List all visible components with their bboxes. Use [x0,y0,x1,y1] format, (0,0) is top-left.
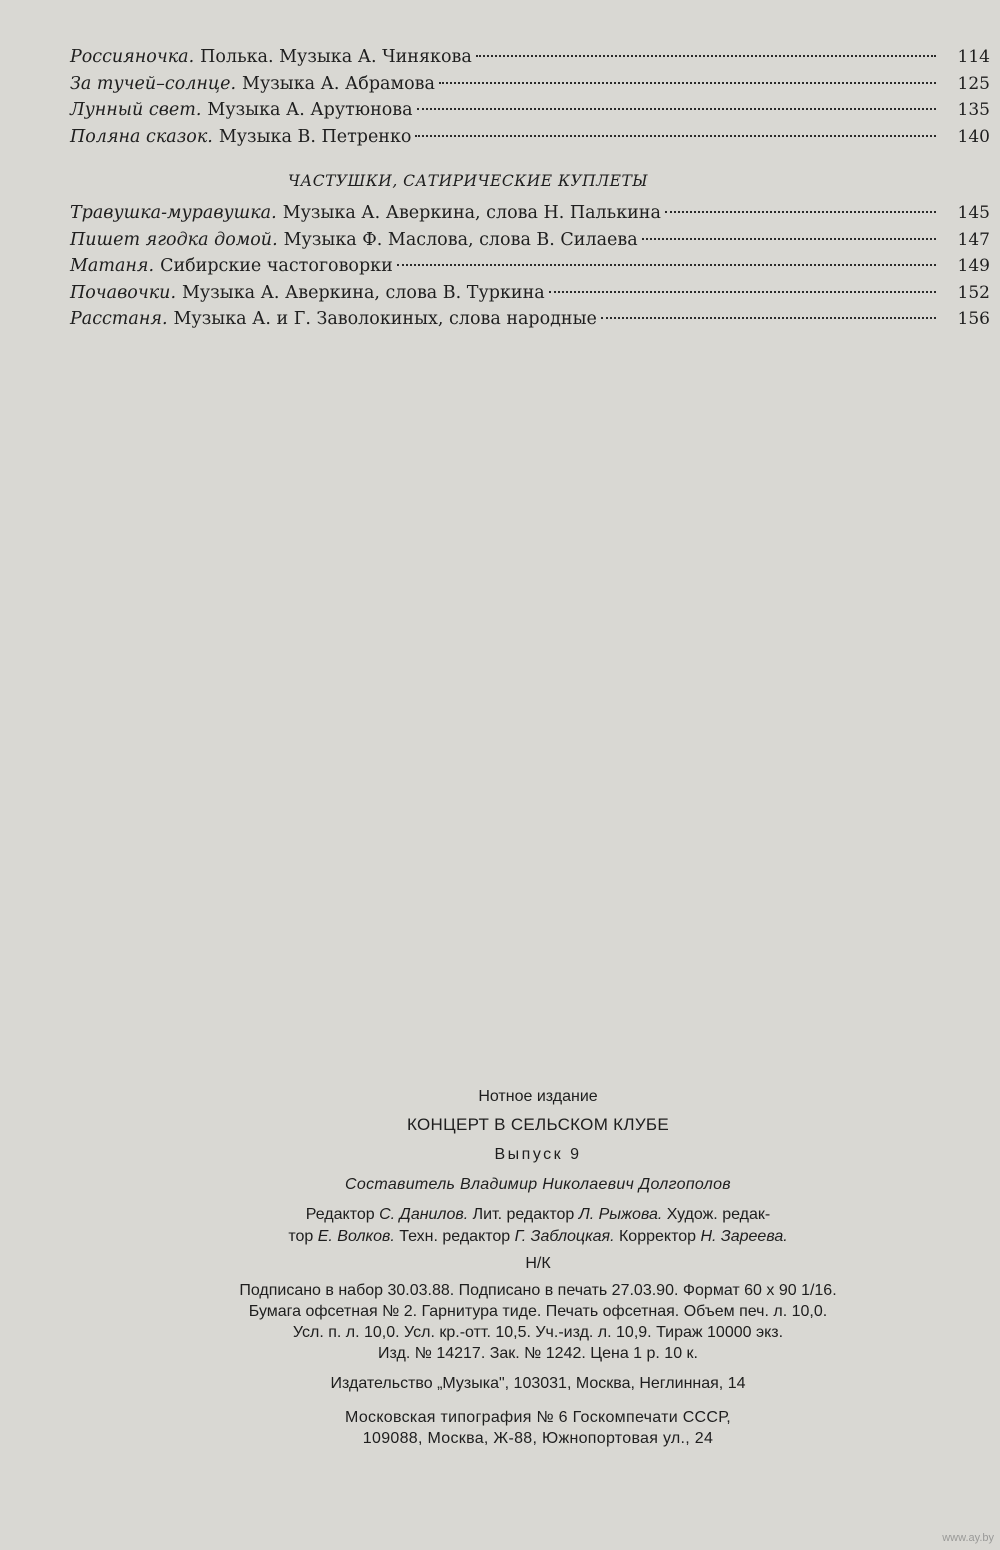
toc-entry [70,200,990,227]
art-editor-label-part2: тор [288,1228,314,1245]
book-title: КОНЦЕРТ В СЕЛЬСКОМ КЛУБЕ [406,1115,670,1134]
toc-entry-title: Россияночка. [70,47,195,67]
toc-entry [70,253,990,280]
toc-entry [70,306,990,333]
dot-leader [417,108,936,110]
toc-entry-title: Поляна сказок. [70,126,213,147]
toc-entry-title: За тучей–солнце. [70,73,237,94]
dot-leader [476,55,936,57]
toc-entry-page: 152 [957,282,990,303]
toc-entry-page: 135 [957,100,990,120]
toc-entry-credits: Полька. Музыка А. Чинякова [200,47,472,67]
technical-details [76,1280,1000,1364]
toc-entry-page: 145 [957,203,990,223]
toc-entry-credits: Музыка А. Аверкина, слова Н. Палькина [282,203,661,223]
technical-line: Изд. № 14217. Зак. № 1242. Цена 1 р. 10 к. [378,1345,698,1362]
publisher-address: Издательство „Музыка", 103031, Москва, Неглинная, 14 [330,1375,746,1392]
technical-line: Усл. п. л. 10,0. Усл. кр.-отт. 10,5. Уч.-изд. л. 10,9. Тираж 10000 экз. [292,1324,784,1341]
watermark: www.ay.by [942,1532,994,1544]
toc-entry-credits: Музыка А. Арутюнова [207,100,413,120]
issue-number: Выпуск 9 [494,1146,582,1163]
toc-entry-credits: Музыка В. Петренко [218,126,412,147]
tech-editor-label: Техн. редактор [399,1228,511,1245]
art-editor-name: Е. Волков. [317,1228,395,1245]
toc-entry-page: 147 [957,229,990,250]
edition-type: Нотное издание [478,1088,598,1105]
toc-entry-page: 125 [957,73,990,94]
dot-leader [415,135,936,137]
editor-label: Редактор [305,1206,375,1223]
editor-name: С. Данилов. [379,1206,469,1223]
toc-entry [70,280,990,307]
toc-entry-title: Почавочки. [70,282,177,303]
editorial-line-2 [76,1226,1000,1248]
toc-entry [70,227,990,254]
toc-group-chastushki [70,200,990,333]
toc-entry-page: 140 [957,126,990,147]
technical-line: Подписано в набор 30.03.88. Подписано в печать 27.03.90. Формат 60 х 90 1/16. [239,1282,837,1299]
toc-entry-page: 149 [957,256,990,276]
corrector-label: Корректор [618,1228,697,1245]
toc-entry-credits: Музыка А. Аверкина, слова В. Туркина [182,282,545,303]
dot-leader [601,317,936,319]
toc-entry-title: Пишет ягодка домой. [70,229,278,250]
toc-entry-credits: Музыка А. и Г. Заволокиных, слова народные [173,309,597,329]
table-of-contents [70,44,990,333]
printer-line: Московская типография № 6 Госкомпечати СССР, [345,1409,731,1426]
toc-section-heading: ЧАСТУШКИ, САТИРИЧЕСКИЕ КУПЛЕТЫ [288,172,649,190]
dot-leader [665,211,936,213]
dot-leader [549,291,936,293]
toc-entry-title: Расстаня. [70,309,168,329]
editorial-line-1 [76,1204,1000,1226]
printer-line: 109088, Москва, Ж-88, Южнопортовая ул., 24 [362,1430,714,1447]
toc-group-songs [70,44,990,150]
lit-editor-name: Л. Рыжова. [578,1206,663,1223]
compiler-credit: Составитель Владимир Николаевич Долгополов [345,1176,731,1193]
toc-entry [70,97,990,124]
toc-entry-title: Лунный свет. [70,100,202,120]
dot-leader [642,238,936,240]
toc-entry-title: Матаня. [70,256,155,276]
toc-entry [70,71,990,98]
toc-entry-page: 156 [957,309,990,329]
lit-editor-label: Лит. редактор [472,1206,575,1223]
toc-entry-credits: Музыка А. Абрамова [242,73,435,94]
editorial-credits [76,1204,1000,1248]
art-editor-label-part1: Худож. редак- [666,1206,771,1223]
technical-line: Бумага офсетная № 2. Гарнитура тиде. Печать офсетная. Объем печ. л. 10,0. [248,1303,828,1320]
toc-entry [70,44,990,71]
tech-editor-name: Г. Заблоцкая. [514,1228,615,1245]
printer-address [76,1407,1000,1449]
corrector-name: Н. Зареева. [700,1228,788,1245]
dot-leader [439,82,936,84]
toc-entry-credits: Музыка Ф. Маслова, слова В. Силаева [283,229,638,250]
toc-entry-title: Травушка-муравушка. [70,203,277,223]
toc-entry-credits: Сибирские частоговорки [160,256,393,276]
toc-entry [70,124,990,151]
dot-leader [397,264,936,266]
edition-code: Н/К [525,1255,551,1272]
imprint-block [0,1084,1000,1449]
toc-entry-page: 114 [957,47,990,67]
